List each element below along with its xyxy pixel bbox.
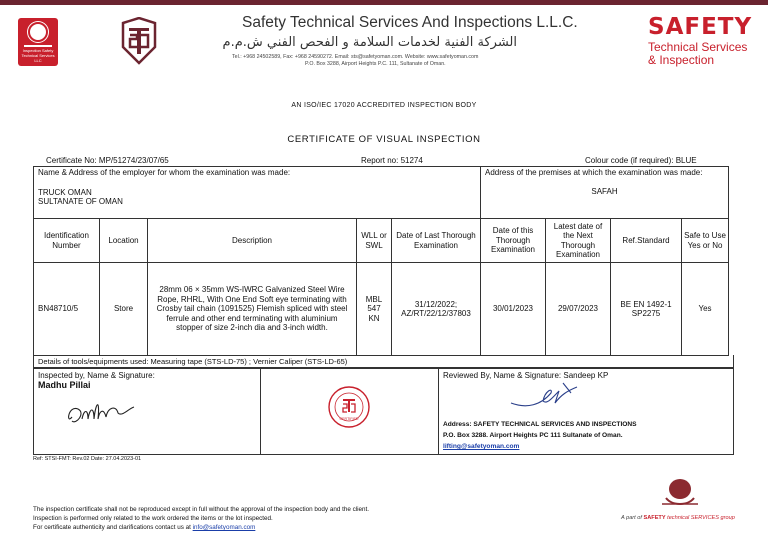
premises-value: SAFAH xyxy=(591,186,618,196)
footer-line-3-text: For certificate authenticity and clarifications contact us at xyxy=(33,524,193,531)
premises-label: Address of the premises at which the examination was made: xyxy=(485,168,703,177)
cell-location: Store xyxy=(100,263,148,356)
sts-emblem-logo xyxy=(120,17,158,65)
form-reference: Ref: STSI-FMT: Rev.02 Date: 27.04.2023-01 xyxy=(33,456,142,462)
last-exam-date: 31/12/2022; xyxy=(414,299,458,309)
reviewed-by-cell xyxy=(439,369,733,454)
group-tagline xyxy=(621,515,735,521)
reviewer-address-2: P.O. Box 3288. Airport Heights PC 111 Sultanate of Oman. xyxy=(443,432,623,439)
col-header-next-exam: Latest date of the Next Thorough Examination xyxy=(546,219,611,263)
col-header-description: Description xyxy=(148,219,357,263)
col-header-this-exam: Date of this Thorough Examination xyxy=(481,219,546,263)
cell-id: BN48710/5 xyxy=(34,263,100,356)
inspected-by-label: Inspected by, Name & Signature: xyxy=(38,371,155,380)
stamp-cell xyxy=(261,369,439,454)
wll-line-2: 547 xyxy=(367,304,381,314)
signature-section xyxy=(33,368,734,455)
group-tagline-suffix: SERVICES group xyxy=(689,515,735,521)
brand-logo-text: SAFETY xyxy=(648,14,753,40)
cell-description: 28mm 06 × 35mm WS-IWRC Galvanized Steel Wire Rope, RHRL, With One End Soft eye terminating with Crosby tail chain (1091525) Flemish spliced with steel ferrule and other end terminating with aluminium stopper of size 2-inch dia and 3-inch width. xyxy=(148,263,357,356)
brand-subtitle-1: Technical Services xyxy=(648,40,748,54)
group-tagline-safety: SAFETY xyxy=(643,515,666,521)
reviewer-address-1: Address: SAFETY TECHNICAL SERVICES AND INSPECTIONS xyxy=(443,421,637,428)
inspection-badge-logo xyxy=(18,18,58,66)
contact-line: Tel.: +968 24502589, Fax: +968 24590272. Email: sts@safetyoman.com. Website: www.safetyoman.com xyxy=(232,54,479,60)
footer-line-1: The inspection certificate shall not be reproduced except in full without the approval of the inspection body and the client. xyxy=(33,506,370,513)
badge-text: Inspection Safety Technical Services LLC xyxy=(21,48,55,63)
inspector-name: Madhu Pillai xyxy=(38,380,91,390)
footer-line-2: Inspection is performed only related to the work ordered the items or the lot inspected. xyxy=(33,515,273,522)
group-emblem-logo xyxy=(660,476,700,510)
certificate-number: Certificate No: MP/51274/23/07/65 xyxy=(46,156,169,165)
cell-wll xyxy=(357,263,392,356)
cell-next-exam: 29/07/2023 xyxy=(546,263,611,356)
employer-label: Name & Address of the employer for whom the examination was made: xyxy=(38,168,291,177)
col-header-id: Identification Number xyxy=(34,219,100,263)
group-tagline-technical: technical xyxy=(667,515,690,521)
reviewed-by-label: Reviewed By, Name & Signature: Sandeep KP xyxy=(443,371,609,380)
group-tagline-prefix: A part of xyxy=(621,515,644,521)
stamp-text: CERTIFIED xyxy=(339,417,359,421)
cell-this-exam: 30/01/2023 xyxy=(481,263,546,356)
cell-safe-to-use: Yes xyxy=(682,263,729,356)
top-color-band xyxy=(0,0,768,5)
reviewer-email-link[interactable]: lifting@safetyoman.com xyxy=(443,443,520,450)
inspection-table xyxy=(33,166,729,356)
company-name-arabic: الشركة الفنية لخدمات السلامة و الفحص الفني ش.م.م xyxy=(222,35,517,50)
reviewer-signature xyxy=(507,379,587,415)
employer-cell xyxy=(34,167,481,219)
wll-line-1: MBL xyxy=(365,294,383,304)
report-number: Report no: 51274 xyxy=(361,156,423,165)
col-header-wll: WLL or SWL xyxy=(357,219,392,263)
certificate-title: CERTIFICATE OF VISUAL INSPECTION xyxy=(287,134,481,145)
certified-stamp xyxy=(327,385,371,429)
ref-standard-line-1: BE EN 1492-1 xyxy=(620,299,672,309)
footer-email-link[interactable]: info@safetyoman.com xyxy=(192,524,256,531)
tools-used: Details of tools/equipments used: Measuring tape (STS-LD-75) ; Vernier Caliper (STS-LD-65) xyxy=(33,355,734,368)
employer-line-2: SULTANATE OF OMAN xyxy=(38,197,123,206)
inspector-signature xyxy=(64,395,154,431)
col-header-location: Location xyxy=(100,219,148,263)
last-exam-ref: AZ/RT/22/12/37803 xyxy=(401,309,471,318)
col-header-safe-to-use: Safe to Use Yes or No xyxy=(682,219,729,263)
address-line: P.O. Box 3288, Airport Heights P.C. 111, Sultanate of Oman. xyxy=(305,61,446,67)
table-row xyxy=(34,263,729,356)
footer-line-3 xyxy=(33,524,255,531)
cell-ref-standard xyxy=(611,263,682,356)
table-header-row xyxy=(34,219,729,263)
company-name-english: Safety Technical Services And Inspections L.L.C. xyxy=(242,14,578,31)
accreditation-line: AN ISO/IEC 17020 ACCREDITED INSPECTION BODY xyxy=(291,102,477,109)
inspected-by-cell xyxy=(34,369,261,454)
colour-code: Colour code (if required): BLUE xyxy=(585,156,697,165)
ref-standard-line-2: SP2275 xyxy=(631,309,661,318)
brand-subtitle-2: & Inspection xyxy=(648,53,715,67)
employer-line-1: TRUCK OMAN xyxy=(38,187,92,197)
wll-line-3: KN xyxy=(368,313,380,323)
cell-last-exam xyxy=(392,263,481,356)
premises-cell xyxy=(481,167,729,219)
col-header-last-exam: Date of Last Thorough Examination xyxy=(392,219,481,263)
col-header-ref-standard: Ref.Standard xyxy=(611,219,682,263)
